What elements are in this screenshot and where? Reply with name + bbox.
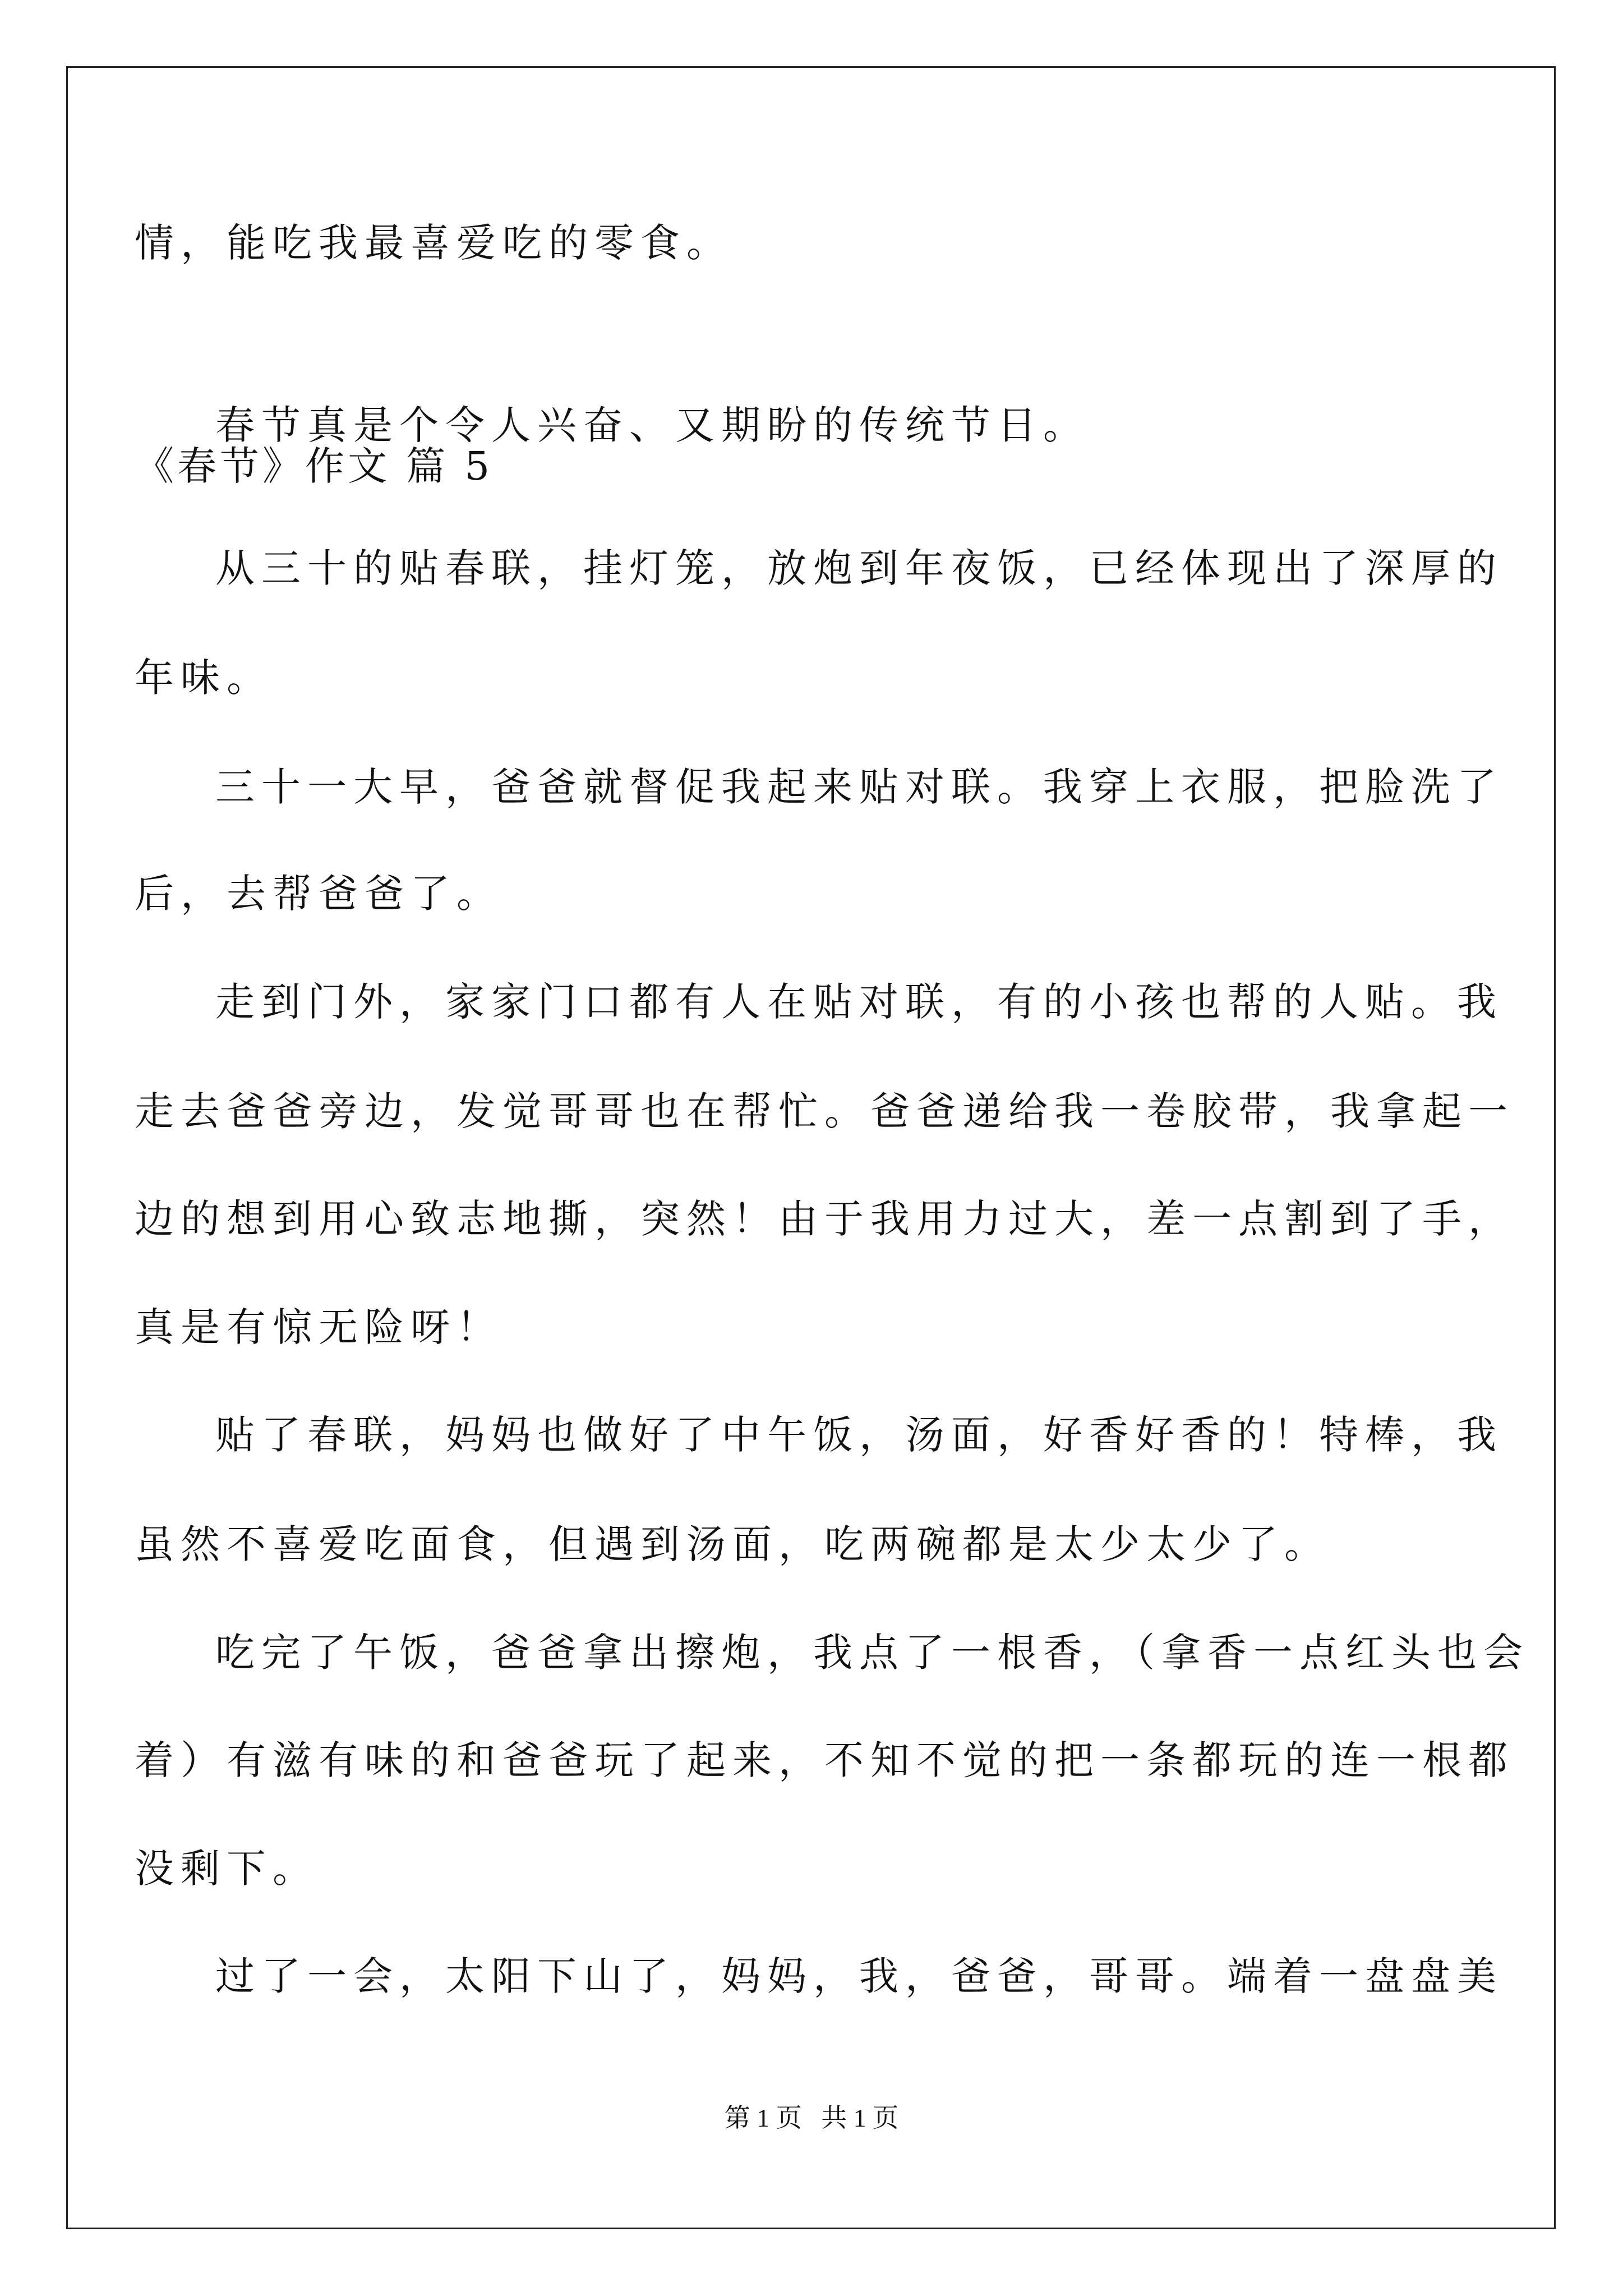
paragraph-line: 春节真是个令人兴奋、又期盼的传统节日。 xyxy=(215,402,1089,448)
paragraph-line: 吃完了午饭，爸爸拿出擦炮，我点了一根香，（拿香一点红头也会 xyxy=(215,1630,1529,1676)
section-heading: 《春节》作文 篇 5 xyxy=(135,443,494,489)
page-border xyxy=(66,66,1556,2229)
paragraph-line: 过了一会，太阳下山了，妈妈，我，爸爸，哥哥。端着一盘盘美 xyxy=(215,1953,1503,1999)
text-line: 着）有滋有味的和爸爸玩了起来，不知不觉的把一条都玩的连一根都 xyxy=(135,1737,1514,1783)
paragraph-line: 从三十的贴春联，挂灯笼，放炮到年夜饭，已经体现出了深厚的 xyxy=(215,545,1503,591)
text-line: 没剩下。 xyxy=(135,1846,319,1892)
text-line: 后，去帮爸爸了。 xyxy=(135,871,502,917)
text-line: 情，能吃我最喜爱吃的零食。 xyxy=(135,220,732,266)
paragraph-line: 贴了春联，妈妈也做好了中午饭，汤面，好香好香的！特棒，我 xyxy=(215,1412,1503,1458)
paragraph-line: 走到门外，家家门口都有人在贴对联，有的小孩也帮的人贴。我 xyxy=(215,979,1503,1025)
text-line: 真是有惊无险呀！ xyxy=(135,1304,502,1350)
text-line: 虽然不喜爱吃面食，但遇到汤面，吃两碗都是太少太少了。 xyxy=(135,1521,1330,1567)
page-number: 第 1 页 共 1 页 xyxy=(724,2104,899,2132)
paragraph-line: 三十一大早，爸爸就督促我起来贴对联。我穿上衣服，把脸洗了 xyxy=(215,764,1503,810)
text-line: 年味。 xyxy=(135,655,273,701)
text-line: 走去爸爸旁边，发觉哥哥也在帮忙。爸爸递给我一卷胶带，我拿起一 xyxy=(135,1088,1514,1134)
text-line: 边的想到用心致志地撕，突然！由于我用力过大，差一点割到了手， xyxy=(135,1196,1514,1242)
